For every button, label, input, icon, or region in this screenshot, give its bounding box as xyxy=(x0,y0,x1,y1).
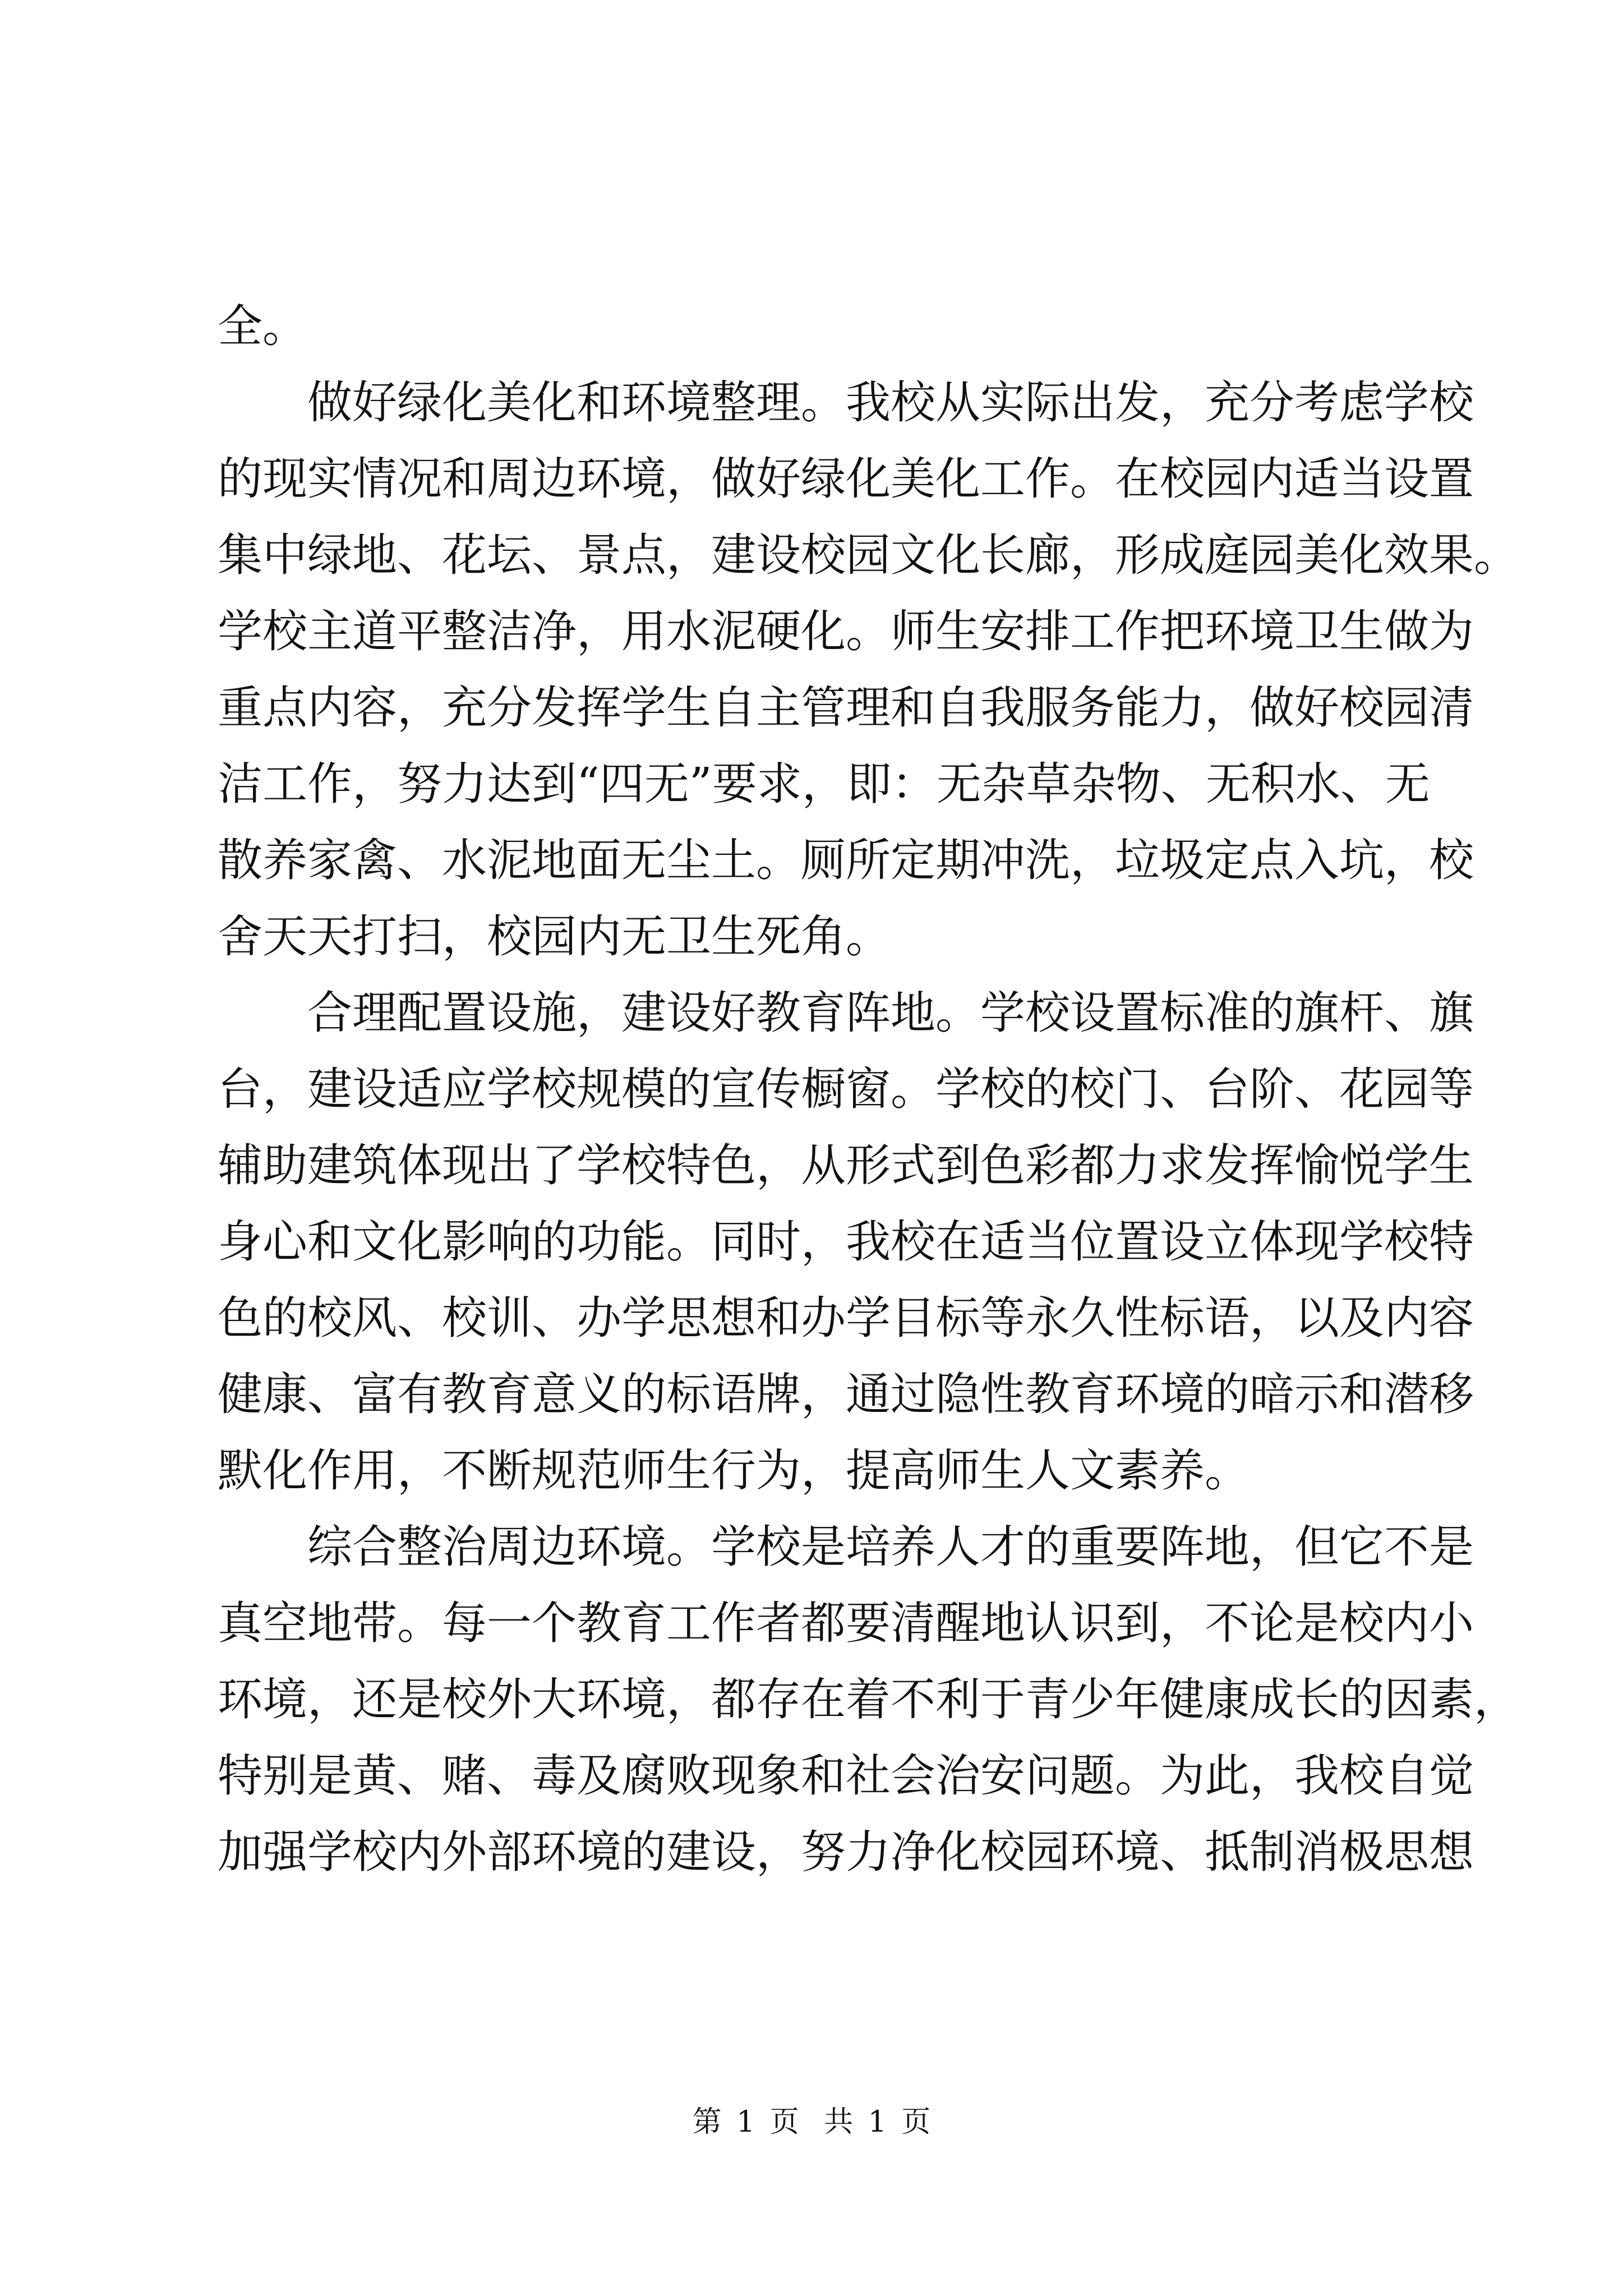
text-line: 真空地带。每一个教育工作者都要清醒地认识到，不论是校内小 xyxy=(218,1597,1474,1649)
document-body xyxy=(218,288,1519,1890)
page-number: 第 1 页 xyxy=(692,2105,799,2139)
text-line: 环境，还是校外大环境，都存在着不利于青少年健康成长的因素， xyxy=(218,1673,1519,1726)
page-total: 共 1 页 xyxy=(824,2105,931,2139)
text-line: 综合整治周边环境。学校是培养人才的重要阵地，但它不是 xyxy=(307,1521,1474,1573)
paragraph xyxy=(218,975,1474,1509)
text-line: 默化作用，不断规范师生行为，提高师生人文素养。 xyxy=(218,1444,1249,1497)
text-line: 舍天天打扫，校园内无卫生死角。 xyxy=(218,910,891,963)
text-line: 合理配置设施，建设好教育阵地。学校设置标准的旗杆、旗 xyxy=(307,987,1474,1039)
text-line: 色的校风、校训、办学思想和办学目标等永久性标语，以及内容 xyxy=(218,1292,1474,1344)
text-line: 做好绿化美化和环境整理。我校从实际出发，充分考虑学校 xyxy=(307,376,1474,429)
text-line: 健康、富有教育意义的标语牌，通过隐性教育环境的暗示和潜移 xyxy=(218,1368,1474,1420)
text-line: 台，建设适应学校规模的宣传橱窗。学校的校门、台阶、花园等 xyxy=(218,1063,1474,1115)
text-line: 的现实情况和周边环境，做好绿化美化工作。在校园内适当设置 xyxy=(218,453,1474,505)
paragraph xyxy=(218,288,1429,365)
text-line: 特别是黄、赌、毒及腐败现象和社会治安问题。为此，我校自觉 xyxy=(218,1750,1474,1802)
text-line: 散养家禽、水泥地面无尘土。厕所定期冲洗，垃圾定点入坑，校 xyxy=(218,834,1474,886)
text-line: 洁工作，努力达到“四无”要求，即：无杂草杂物、无积水、无 xyxy=(218,758,1430,810)
text-line: 全。 xyxy=(218,300,307,352)
text-line: 辅助建筑体现出了学校特色，从形式到色彩都力求发挥愉悦学生 xyxy=(218,1139,1474,1191)
text-line: 重点内容，充分发挥学生自主管理和自我服务能力，做好校园清 xyxy=(218,682,1474,734)
paragraph xyxy=(218,1509,1519,1890)
text-line: 身心和文化影响的功能。同时，我校在适当位置设立体现学校特 xyxy=(218,1216,1474,1268)
page-footer xyxy=(0,2098,1623,2140)
text-line: 集中绿地、花坛、景点，建设校园文化长廊，形成庭园美化效果。 xyxy=(218,529,1519,581)
paragraph xyxy=(218,365,1519,975)
text-line: 学校主道平整洁净，用水泥硬化。师生安排工作把环境卫生做为 xyxy=(218,605,1474,657)
text-line: 加强学校内外部环境的建设，努力净化校园环境、抵制消极思想 xyxy=(218,1826,1474,1878)
